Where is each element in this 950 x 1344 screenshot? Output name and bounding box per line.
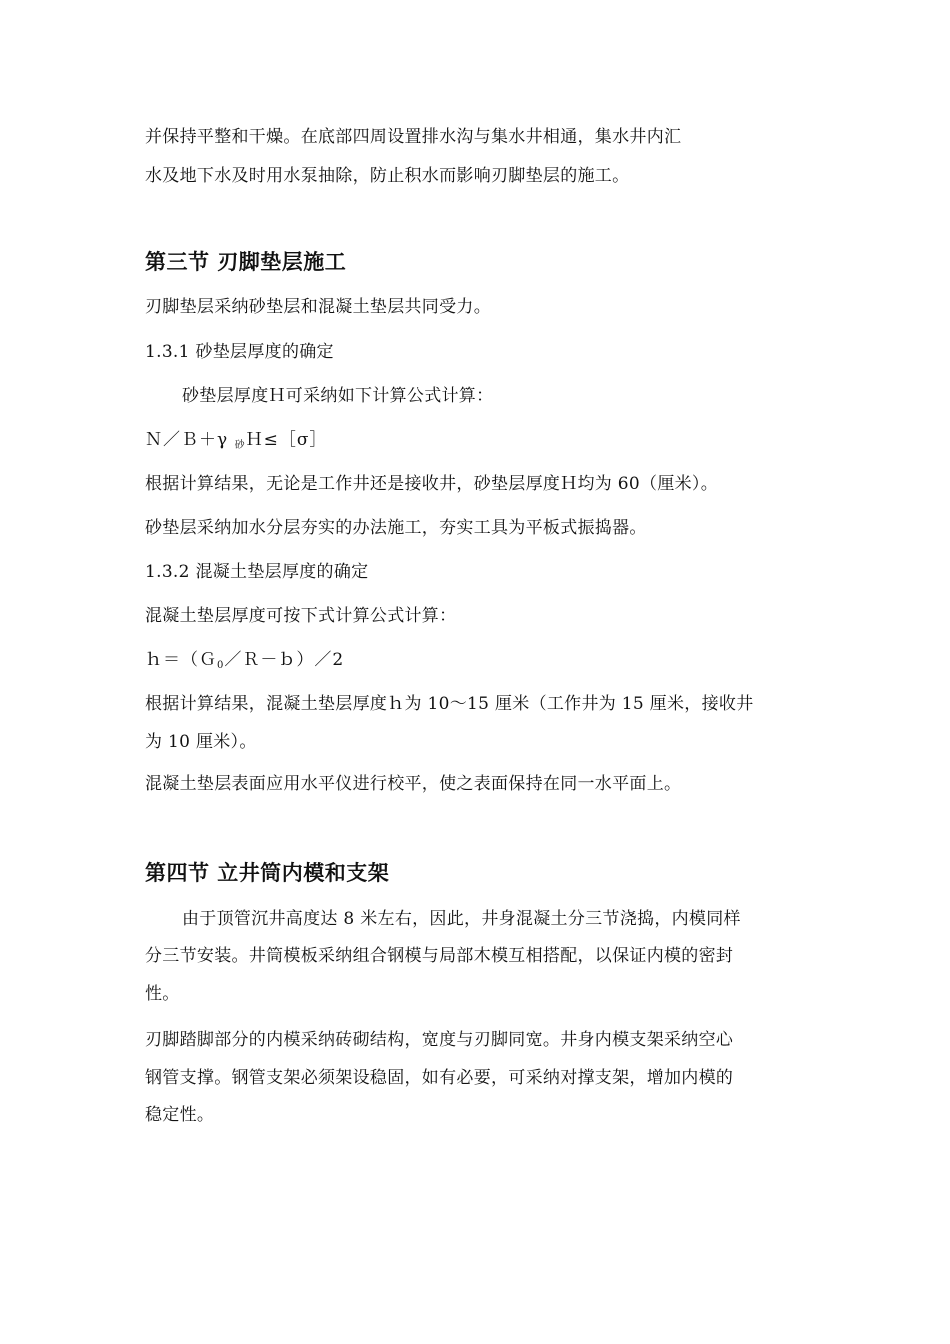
formula-2-tail: ／Ｒ－ｂ）／2: [224, 650, 345, 670]
concrete-leveling: 混凝土垫层表面应用水平仪进行校平，使之表面保持在同一水平面上。: [145, 774, 682, 794]
formula-1-subscript: 砂: [234, 440, 246, 451]
subsection-1-3-1-title: 1.3.1 砂垫层厚度的确定: [145, 342, 334, 362]
section-4-heading: 第四节 立井筒内模和支架: [145, 861, 390, 885]
sand-result: 根据计算结果，无论是工作井还是接收井，砂垫层厚度Ｈ均为 60（厘米）。: [145, 474, 719, 494]
section-4-para-1-line-3: 性。: [145, 984, 180, 1004]
section-3-intro: 刃脚垫层采纳砂垫层和混凝土垫层共同受力。: [145, 297, 491, 317]
concrete-cushion-formula: [145, 648, 344, 678]
sand-cushion-formula: [145, 428, 327, 458]
intro-line-1: 并保持平整和干燥。在底部四周设置排水沟与集水井相通，集水井内汇: [145, 127, 682, 147]
concrete-result-line-2: 为 10 厘米）。: [145, 732, 257, 752]
section-4-para-2-line-2: 钢管支撑。钢管支架必须架设稳固，如有必要，可采纳对撑支架，增加内模的: [145, 1068, 734, 1088]
section-4-para-2-line-3: 稳定性。: [145, 1105, 215, 1125]
section-4-para-2-line-1: 刃脚踏脚部分的内模采纳砖砌结构，宽度与刃脚同宽。井身内模支架采纳空心: [145, 1030, 734, 1050]
concrete-formula-lead: 混凝土垫层厚度可按下式计算公式计算：: [145, 606, 457, 626]
sand-formula-lead: 砂垫层厚度Ｈ可采纳如下计算公式计算：: [182, 386, 494, 406]
section-4-para-1-line-2: 分三节安装。井筒模板采纳组合钢模与局部木模互相搭配，以保证内模的密封: [145, 946, 734, 966]
intro-line-2: 水及地下水及时用水泵抽除，防止积水而影响刃脚垫层的施工。: [145, 166, 630, 186]
sand-method: 砂垫层采纳加水分层夯实的办法施工，夯实工具为平板式振捣器。: [145, 518, 647, 538]
formula-1-main: Ｎ／Ｂ＋γ: [145, 430, 235, 450]
subsection-1-3-2-title: 1.3.2 混凝土垫层厚度的确定: [145, 562, 369, 582]
formula-2-subscript: 0: [217, 660, 225, 671]
concrete-result-line-1: 根据计算结果，混凝土垫层厚度ｈ为 10～15 厘米（工作井为 15 厘米，接收井: [145, 694, 754, 714]
formula-1-tail: Ｈ≤［σ］: [245, 430, 328, 450]
section-4-para-1-line-1: 由于顶管沉井高度达 8 米左右，因此，井身混凝土分三节浇捣，内模同样: [182, 909, 741, 929]
section-3-heading: 第三节 刃脚垫层施工: [145, 250, 347, 274]
formula-2-main: ｈ＝（Ｇ: [145, 650, 217, 670]
